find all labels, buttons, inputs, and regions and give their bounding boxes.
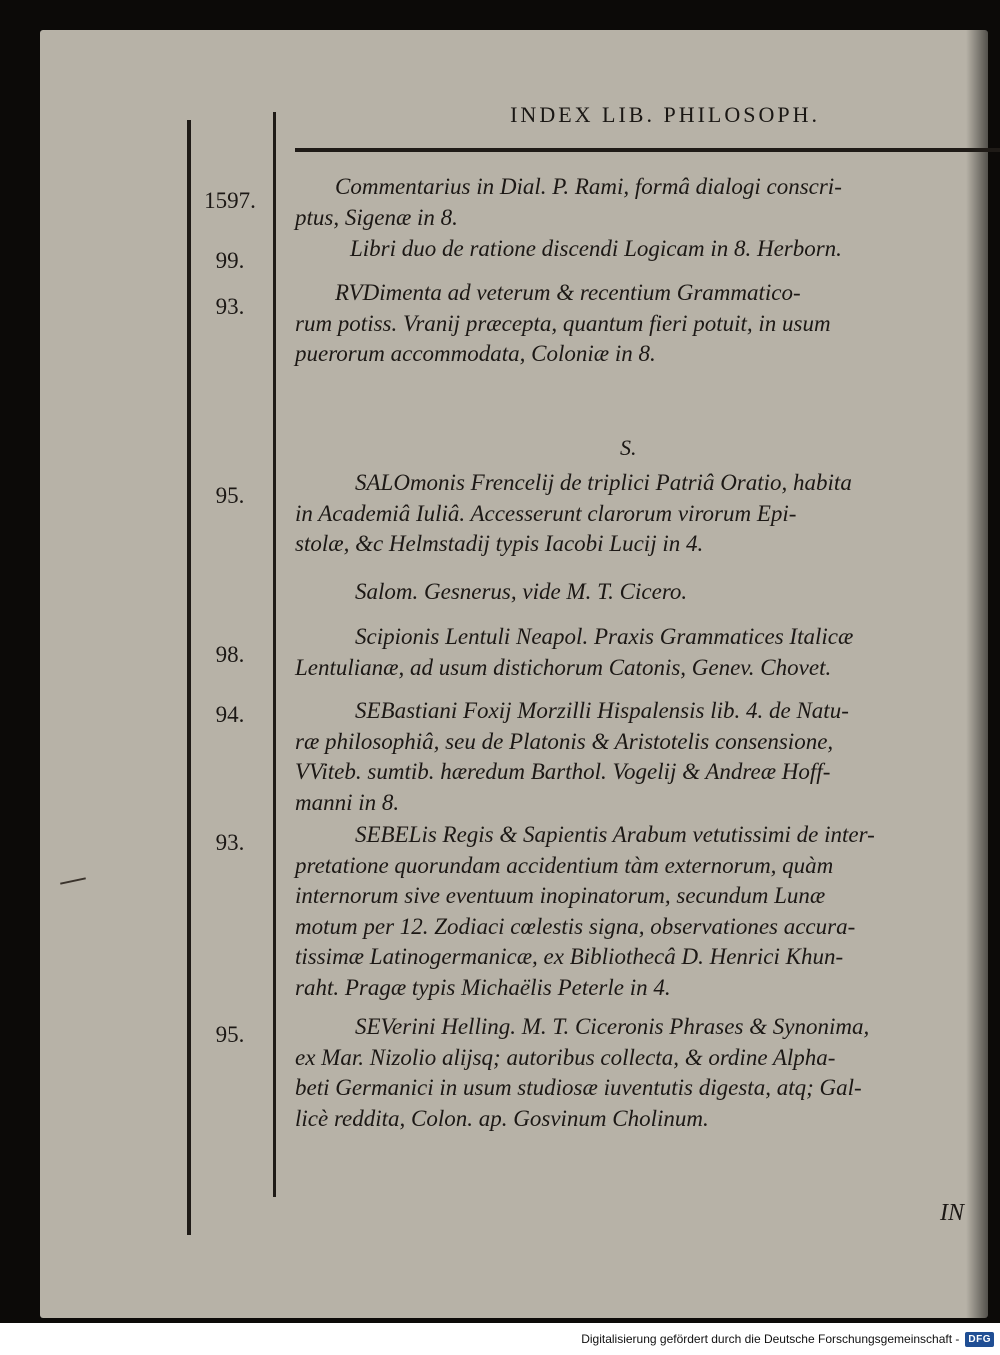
index-entry [295,1012,1000,1134]
index-entry [295,820,1000,1003]
book-page [40,30,988,1318]
entry-line: SEVerini Helling. M. T. Ciceronis Phrases & Synonima, [355,1014,870,1039]
entry-line: pretatione quorundam accidentium tàm externorum, quàm [295,852,834,878]
entry-line: internorum sive eventuum inopinatorum, secundum Lunæ [295,883,826,908]
catchword: IN [940,1200,964,1226]
entry-year: 93. [215,294,245,319]
entry-line: Scipionis Lentuli Neapol. Praxis Grammatices Italicæ [355,624,854,649]
entry-year: 1597. [204,188,256,213]
index-entry [295,172,1000,233]
entry-line: VViteb. sumtib. hæredum Barthol. Vogelij & Andreæ Hoff- [295,759,831,784]
entry-line: Libri duo de ratione discendi Logicam in 8. Herborn. [350,236,842,261]
entry-line: manni in 8. [295,789,400,815]
margin-rule-inner [273,112,276,1197]
margin-mark [60,877,86,884]
entry-line: ex Mar. Nizolio alijsq; autoribus collecta, & ordine Alpha- [295,1044,836,1070]
entry-line: beti Germanici in usum studiosæ iuventutis digesta, atq; Gal- [295,1075,862,1100]
entry-line: raht. Pragæ typis Michaëlis Peterle in 4. [295,974,671,1000]
dfg-logo-icon[interactable]: DFG [965,1332,994,1347]
header-rule [295,148,1000,152]
funding-credit: Digitalisierung gefördert durch die Deutsche Forschungsgemeinschaft - [581,1332,960,1346]
entry-line: motum per 12. Zodiaci cœlestis signa, observationes accura- [295,913,856,939]
entry-line: SALOmonis Frencelij de triplici Patriâ Oratio, habita [355,470,852,495]
entry-line: licè reddita, Colon. ap. Gosvinum Cholinum. [295,1105,709,1131]
index-entry [295,622,1000,683]
index-entry [295,278,1000,370]
entry-year: 95. [215,483,245,508]
entry-line: rum potiss. Vranij præcepta, quantum fieri potuit, in usum [295,310,831,336]
entry-line: stolæ, &c Helmstadij typis Iacobi Lucij in 4. [295,531,704,556]
index-entry [295,234,1000,265]
entry-line: ræ philosophiâ, seu de Platonis & Aristotelis consensione, [295,728,834,754]
entry-line: Salom. Gesnerus, vide M. T. Cicero. [355,579,688,604]
entry-line: RVDimenta ad veterum & recentium Grammatico- [335,280,801,305]
entry-year: 99. [215,248,245,273]
index-entry [295,468,1000,560]
index-entry [295,696,1000,818]
index-entry [295,577,1000,608]
entry-line: puerorum accommodata, Coloniæ in 8. [295,341,656,366]
entry-line: Lentulianæ, ad usum distichorum Catonis, Genev. Chovet. [295,654,832,680]
entry-line: in Academiâ Iuliâ. Accesserunt clarorum virorum Epi- [295,500,797,526]
entry-line: SEBastiani Foxij Morzilli Hispalensis lib. 4. de Natu- [355,698,849,723]
running-header: INDEX LIB. PHILOSOPH. [510,102,820,127]
entry-year: 98. [215,642,245,667]
entry-line: tissimæ Latinogermanicæ, ex Bibliothecâ D. Henrici Khun- [295,944,844,969]
margin-rule-outer [187,120,191,1235]
entry-line: Commentarius in Dial. P. Rami, formâ dialogi conscri- [335,174,842,199]
entry-line: ptus, Sigenæ in 8. [295,204,458,230]
footer-bar [0,1323,1000,1355]
entry-year: 94. [215,702,245,727]
entry-line: SEBELis Regis & Sapientis Arabum vetutissimi de inter- [355,822,875,847]
entry-year: 93. [215,830,245,855]
section-letter: S. [620,435,637,460]
entry-year: 95. [215,1022,245,1047]
